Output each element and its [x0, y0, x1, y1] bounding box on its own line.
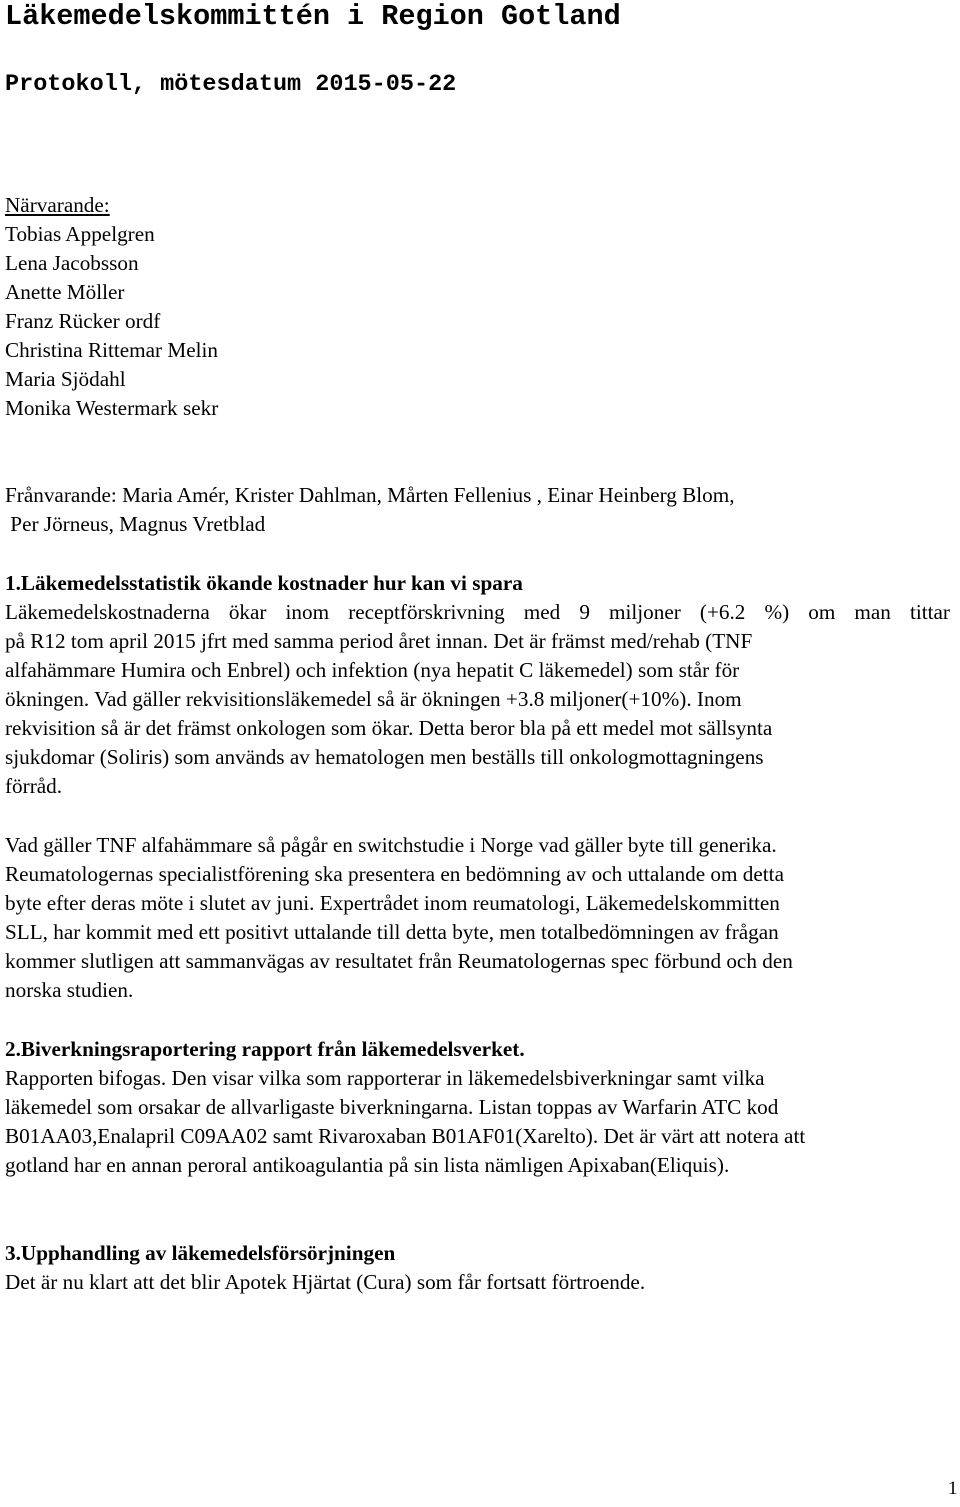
paragraph-line: Reumatologernas specialistförening ska presentera en bedömning av och uttalande om detta — [5, 862, 784, 886]
document-subtitle: Protokoll, mötesdatum 2015-05-22 — [5, 71, 457, 98]
attendee-name: Monika Westermark sekr — [5, 396, 219, 420]
page-number: 1 — [948, 1478, 958, 1499]
paragraph-line: kommer slutligen att sammanvägas av resultatet från Reumatologernas spec förbund och den — [5, 949, 793, 973]
paragraph-line: läkemedel som orsakar de allvarligaste biverkningarna. Listan toppas av Warfarin ATC kod — [5, 1095, 779, 1119]
paragraph-line: alfahämmare Humira och Enbrel) och infektion (nya hepatit C läkemedel) som står för — [5, 658, 740, 682]
absent-line: Frånvarande: Maria Amér, Krister Dahlman, Mårten Fellenius , Einar Heinberg Blom, — [5, 483, 735, 507]
paragraph-line: B01AA03,Enalapril C09AA02 samt Rivaroxaban B01AF01(Xarelto). Det är värt att notera att — [5, 1124, 806, 1148]
paragraph-line: rekvisition så är det främst onkologen som ökar. Detta beror bla på ett medel mot sällsynta — [5, 716, 773, 740]
paragraph-line: Vad gäller TNF alfahämmare så pågår en switchstudie i Norge vad gäller byte till generika. — [5, 833, 777, 857]
paragraph-line: Rapporten bifogas. Den visar vilka som rapporterar in läkemedelsbiverkningar samt vilka — [5, 1066, 765, 1090]
paragraph-line: ökningen. Vad gäller rekvisitionsläkemedel så är ökningen +3.8 miljoner(+10%). Inom — [5, 687, 742, 711]
section-heading: 1.Läkemedelsstatistik ökande kostnader hur kan vi spara — [5, 571, 523, 595]
attendee-name: Christina Rittemar Melin — [5, 338, 219, 362]
paragraph-line: norska studien. — [5, 978, 134, 1002]
paragraph-line: byte efter deras möte i slutet av juni. Expertrådet inom reumatologi, Läkemedelskommitten — [5, 891, 780, 915]
section-heading: 3.Upphandling av läkemedelsförsörjningen — [5, 1241, 396, 1265]
paragraph-line: SLL, har kommit med ett positivt uttalande till detta byte, men totalbedömningen av frågan — [5, 920, 779, 944]
absent-line: Per Jörneus, Magnus Vretblad — [5, 512, 266, 536]
paragraph-line: Det är nu klart att det blir Apotek Hjärtat (Cura) som får fortsatt förtroende. — [5, 1270, 646, 1294]
paragraph-line: på R12 tom april 2015 jfrt med samma period året innan. Det är främst med/rehab (TNF — [5, 629, 753, 653]
attendee-name: Lena Jacobsson — [5, 251, 139, 275]
paragraph-line: Läkemedelskostnaderna ökar inom receptförskrivning med 9 miljoner (+6.2 %) om man tittar — [5, 600, 950, 624]
attendee-name: Franz Rücker ordf — [5, 309, 161, 333]
paragraph-line: sjukdomar (Soliris) som används av hematologen men beställs till onkologmottagningens — [5, 745, 764, 769]
section-heading: 2.Biverkningsraportering rapport från läkemedelsverket. — [5, 1037, 525, 1061]
attendee-name: Maria Sjödahl — [5, 367, 126, 391]
attendee-name: Anette Möller — [5, 280, 125, 304]
attendees-heading: Närvarande: — [5, 193, 110, 217]
attendee-name: Tobias Appelgren — [5, 222, 155, 246]
paragraph-line: gotland har en annan peroral antikoagulantia på sin lista nämligen Apixaban(Eliquis). — [5, 1153, 730, 1177]
document-title: Läkemedelskommittén i Region Gotland — [5, 0, 621, 33]
paragraph-line: förråd. — [5, 774, 63, 798]
